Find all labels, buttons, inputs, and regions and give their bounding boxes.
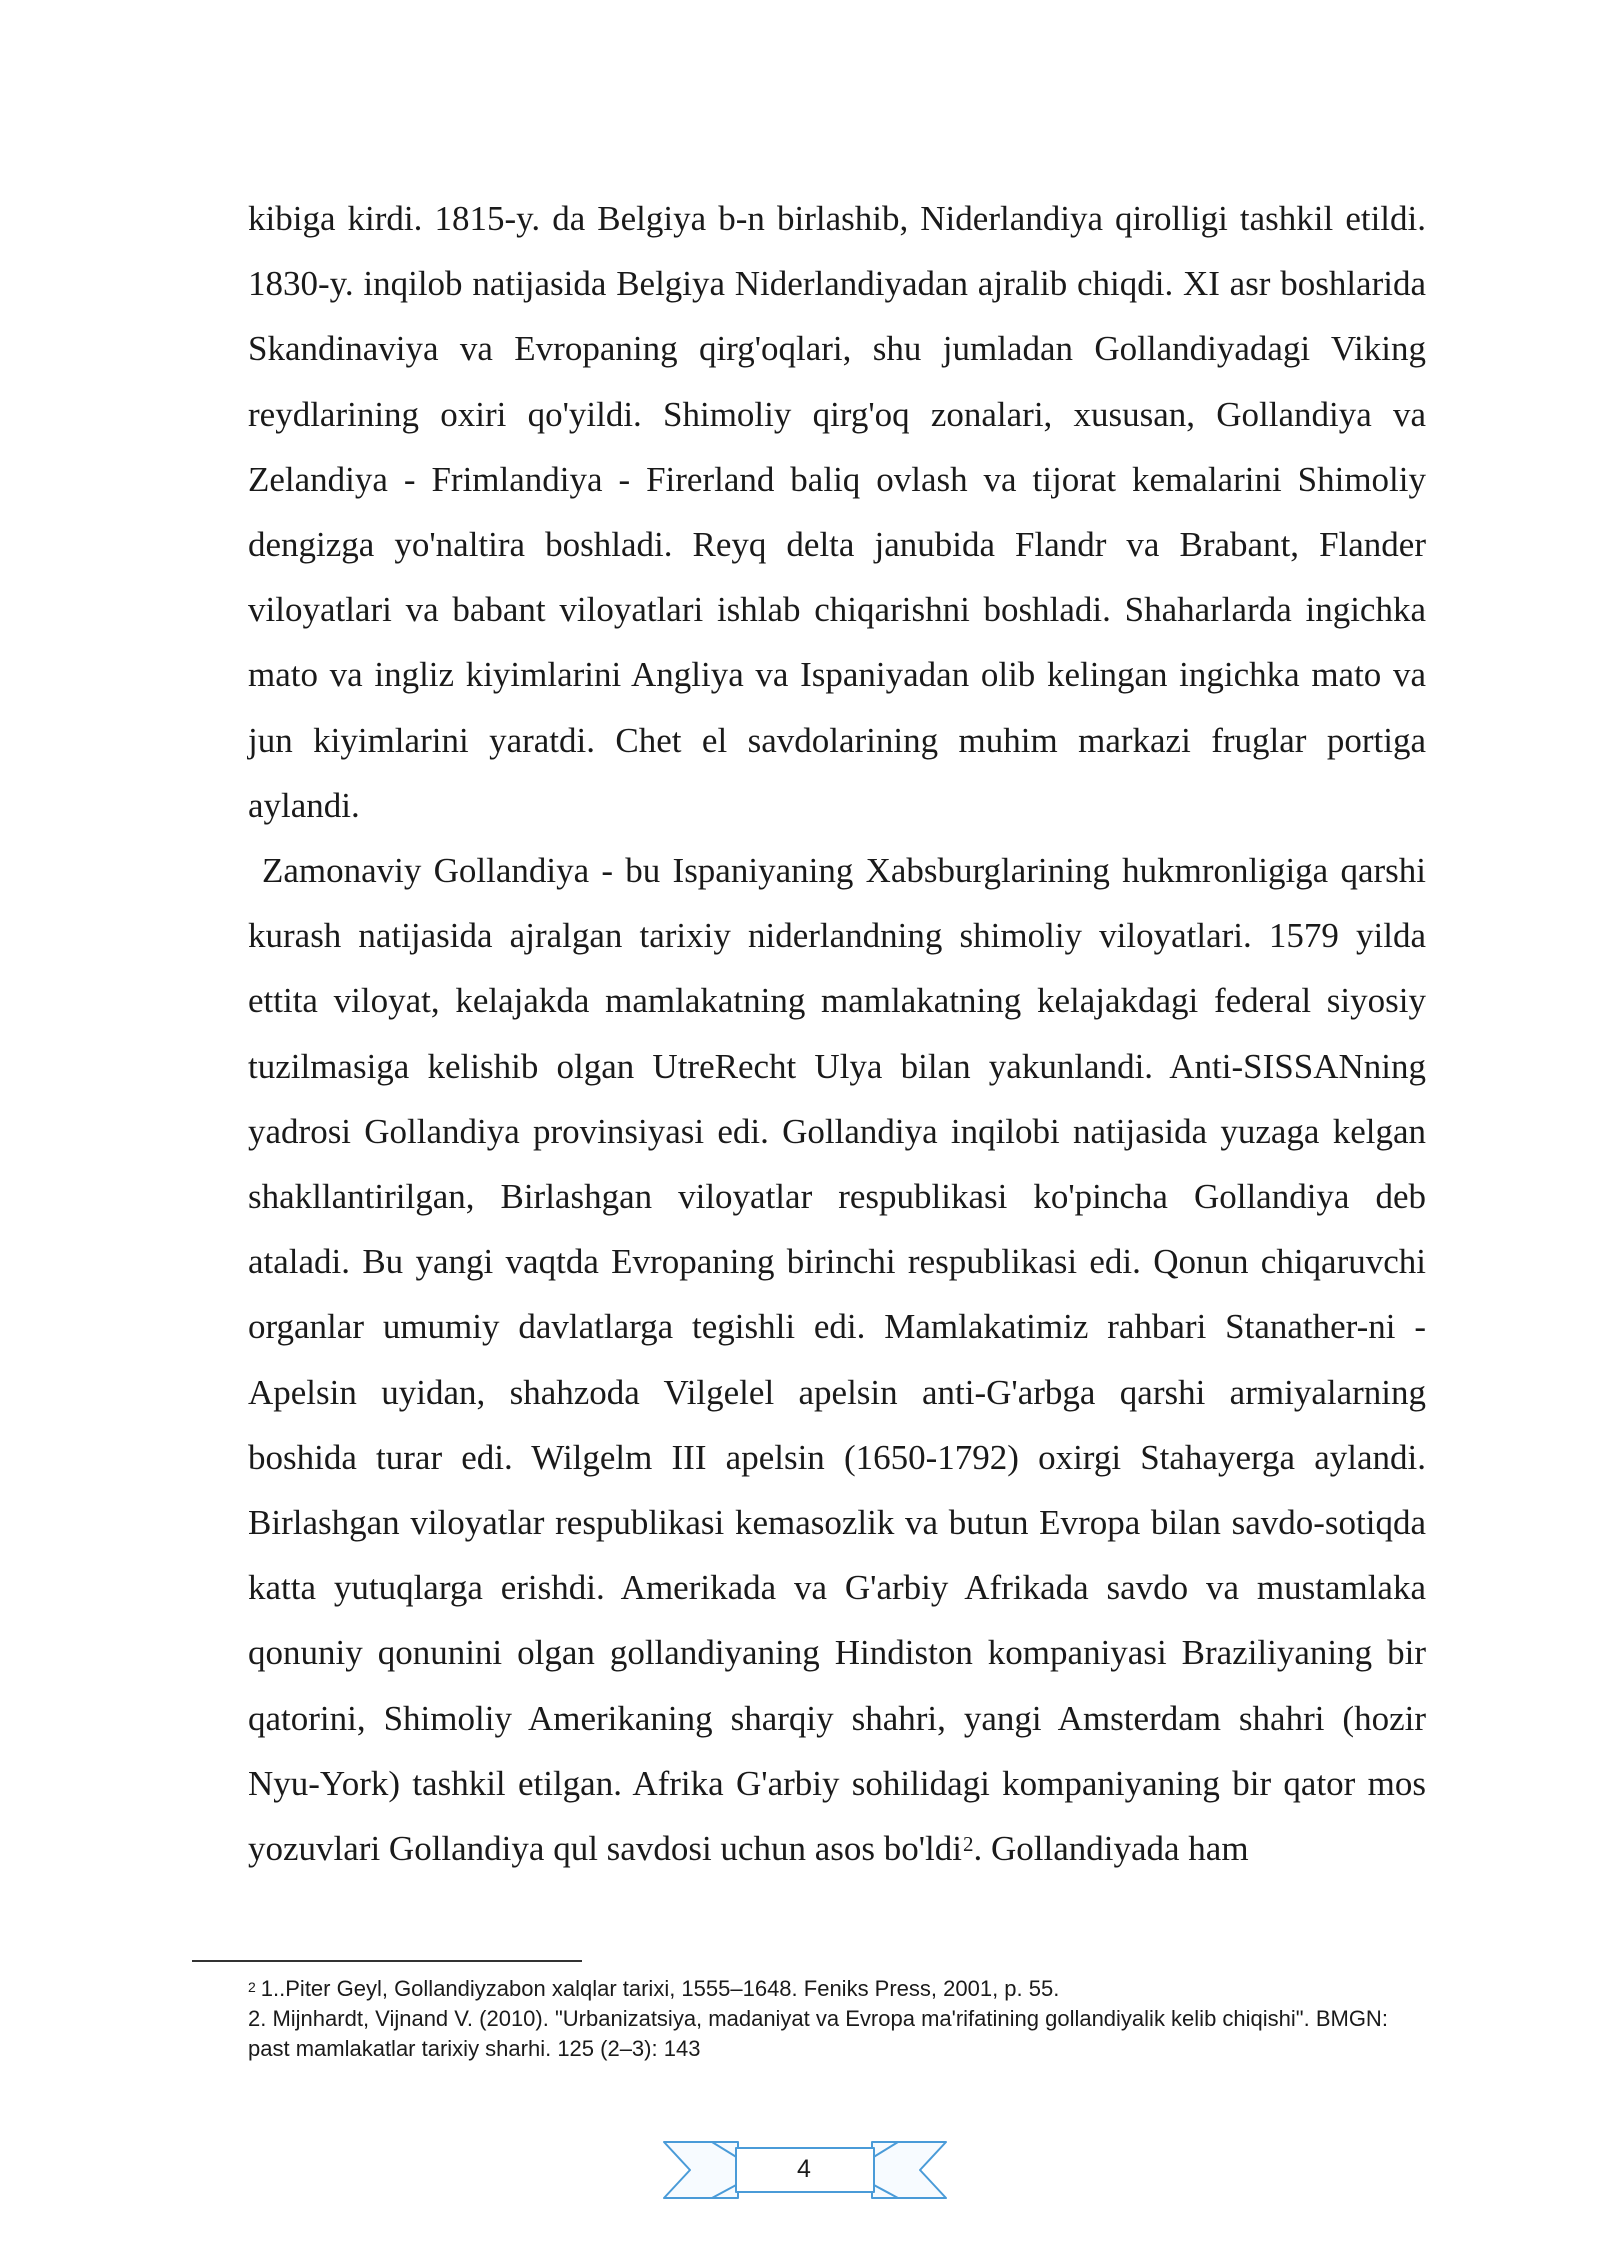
page-number: 4 (797, 2155, 811, 2183)
footnote-text: 1..Piter Geyl, Gollandiyzabon xalqlar tarixi, 1555–1648. Feniks Press, 2001, p. 55. (260, 1976, 1060, 2001)
footnote-marker: 2 (248, 1979, 256, 1995)
paragraph-text-continued: . Gollandiyada ham (973, 1829, 1249, 1869)
body-text (248, 186, 1426, 1881)
footnotes (248, 1974, 1428, 2064)
footnote-line (248, 1974, 1428, 2004)
footnote-separator (192, 1960, 582, 1962)
footnote-line: 2. Mijnhardt, Vijnand V. (2010). "Urbanizatsiya, madaniyat va Evropa ma'rifatining gollandiyalik kelib chiqishi". BMGN: past mamlakatlar tarixiy sharhi. 125 (2–3): 143 (248, 2006, 1388, 2061)
paragraph (248, 838, 1426, 1881)
paragraph-text: Zamonaviy Gollandiya - bu Ispaniyaning Xabsburglarining hukmronligiga qarshi kurash natijasida ajralgan tarixiy niderlandning shimoliy viloyatlari. 1579 yilda ettita viloyat, kelajakda mamlakatning mamlakatning kelajakdagi federal siyosiy tuzilmasiga kelishib olgan UtreRecht Ulya bilan yakunlandi. Anti-SISSANning yadrosi Gollandiya provinsiyasi edi. Gollandiya inqilobi natijasida yuzaga kelgan shakllantirilgan, Birlashgan viloyatlar respublikasi ko'pincha Gollandiya deb ataladi. Bu yangi vaqtda Evropaning birinchi respublikasi edi. Qonun chiqaruvchi organlar umumiy davlatlarga tegishli edi. Mamlakatimiz rahbari Stanather-ni - Apelsin uyidan, shahzoda Vilgelel apelsin anti-G'arbga qarshi armiyalarning boshida turar edi. Wilgelm III apelsin (1650-1792) oxirgi Stahayerga aylandi. Birlashgan viloyatlar respublikasi kemasozlik va butun Evropa bilan savdo-sotiqda katta yutuqlarga erishdi. Amerikada va G'arbiy Afrikada savdo va mustamlaka qonuniy qonunini olgan gollandiyaning Hindiston kompaniyasi Braziliyaning bir qatorini, Shimoliy Amerikaning sharqiy shahri, yangi Amsterdam shahri (hozir Nyu-York) tashkil etilgan. Afrika G'arbiy sohilidagi kompaniyaning bir qator mos yozuvlari Gollandiya qul savdosi uchun asos bo'ldi (248, 851, 1426, 1869)
footnote-reference[interactable]: 2 (962, 1832, 974, 1857)
paragraph: kibiga kirdi. 1815-y. da Belgiya b-n birlashib, Niderlandiya qirolligi tashkil etildi. 1830-y. inqilob natijasida Belgiya Niderlandiyadan ajralib chiqdi. XI asr boshlarida Skandinaviya va Evropaning qirg'oqlari, shu jumladan Gollandiyadagi Viking reydlarining oxiri qo'yildi. Shimoliy qirg'oq zonalari, xususan, Gollandiya va Zelandiya - Frimlandiya - Firerland baliq ovlash va tijorat kemalarini Shimoliy dengizga yo'naltira boshladi. Reyq delta janubida Flandr va Brabant, Flander viloyatlari va babant viloyatlari ishlab chiqarishni boshladi. Shaharlarda ingichka mato va ingliz kiyimlarini Angliya va Ispaniyadan olib kelingan ingichka mato va jun kiyimlarini yaratdi. Chet el savdolarining muhim markazi fruglar portiga aylandi. (248, 199, 1426, 825)
